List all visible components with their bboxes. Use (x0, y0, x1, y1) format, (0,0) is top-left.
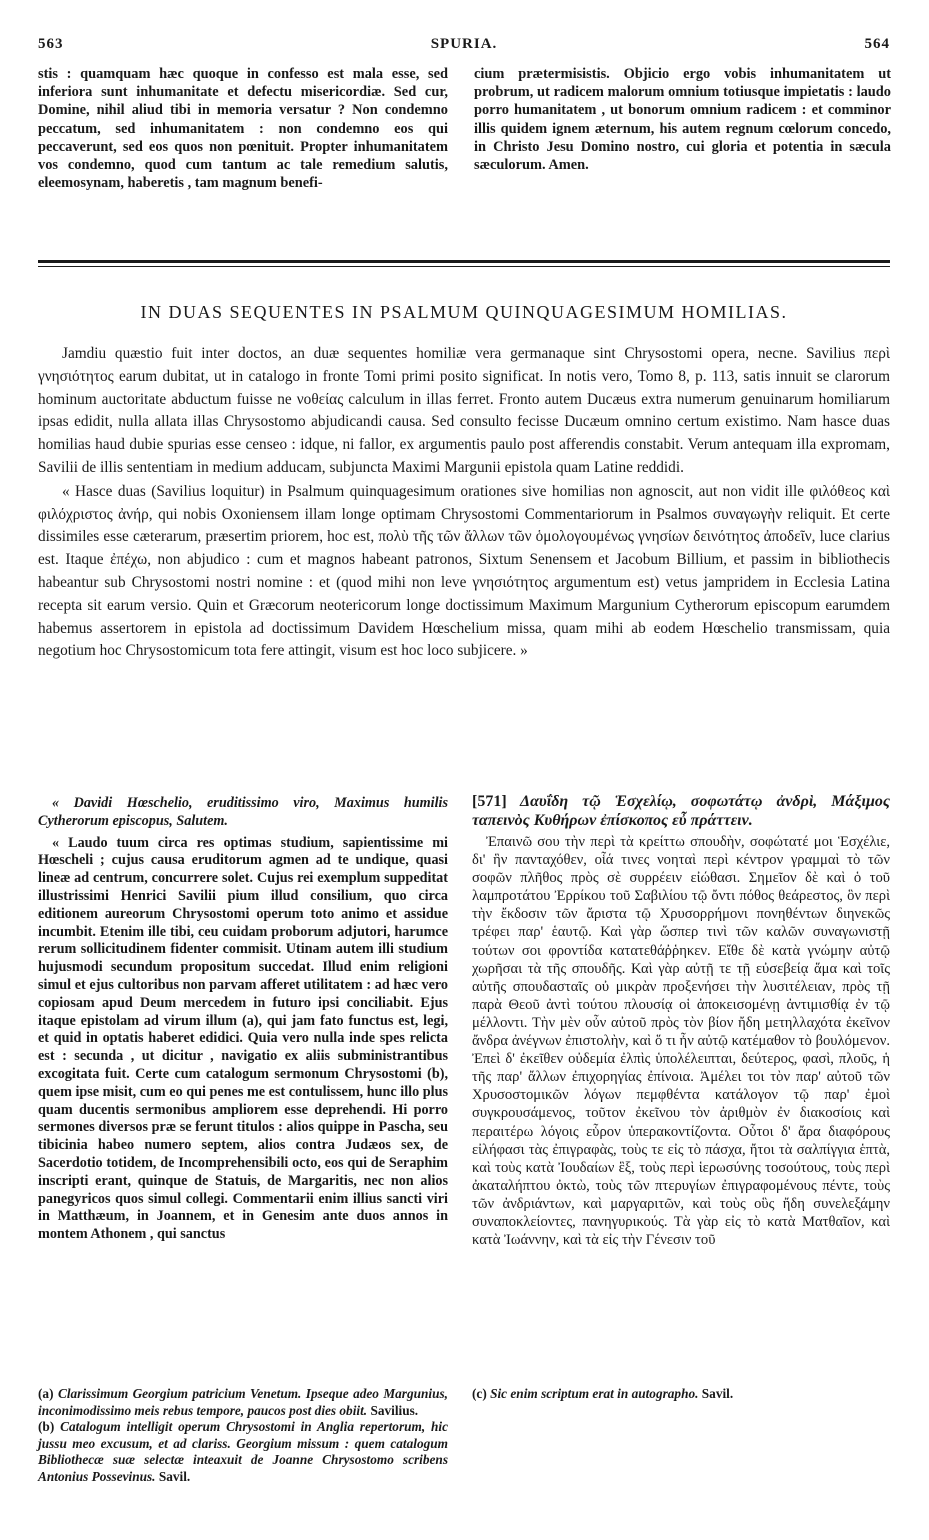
latin-letter-column (38, 795, 448, 1244)
footnote-b-start (38, 1419, 448, 1485)
footnote-c-text: Sic enim scriptum erat in autographo. (490, 1386, 699, 1401)
top-right-column (474, 65, 891, 174)
running-title: SPURIA. (430, 36, 498, 52)
intro-paragraph-1: Jamdiu quæstio fuit inter doctos, an duæ sequentes homiliæ vera germanaque sint Chrysostomi opera, necne. Savilius περὶ γνησιότητος earum dubitat, ut in catalogo in fronte Tomi primi posito significat. In notis vero, Tomo 8, p. 113, satis innuit se clarorum hominum auctoritate abductum fuisse ne νοθείας calculum in illas ferret. Fronto autem Ducæus extra numerum genuinarum homiliarum ipsas edidit, nulla allata illas Chrysostomo abjudicandi causa. Sed consulto fecisse Ducæum omnino certum existimo. Nam hasce duas homilias haud dubie spurias esse censeo : idque, ni fallor, ex argumentis paulo post afferendis constabit. Verum antequam illa expromam, Savilii de illis sententiam in medium adducam, subjuncta Maximi Margunii epistola quam Latine reddidi. (38, 345, 890, 476)
intro-paragraph-2: « Hasce duas (Savilius loquitur) in Psalmum quinquagesimum orationes sive homilias non agnoscit, aut non vidit ille φιλόθεος καὶ φιλόχριστος ἀνήρ, qui nobis Oxoniensem illam longe optimam Chrysostomi Commentariorum in Psalmos συναγωγὴν reliquit. Et certe dissimiles esse cæterarum, præsertim priorem, hoc est, πολὺ τῆς τῶν ἄλλων τῶν ὁμολογουμένως γνησίων δεινότητος ἀποδεῖν, luce clarius est. Itaque ἐπέχω, non abjudico : cum et magnos habeant patronos, Sixtum Senensem et Jacobum Billium, et passim in bibliothecis habeantur sub Chrysostomi nostri nomine : et (quod mihi non leve γνησιότητος argumentum est) vetus jampridem in Ecclesia Latina recepta sit earum versio. Quin et Græcorum neotericorum longe doctissimum Maximum Margunium Cytherorum episcopum earumdem habemus assertorem in epistola ad doctissimum Davidem Hœschelium missa, quam mihi ab eodem Hœschelio transmissam, quia negotium hoc Chrysostomicum tota fere attingit, visum est hoc loco subjicere. » (38, 482, 890, 660)
latin-salutation: « Davidi Hœschelio, eruditissimo viro, Maximus humilis Cytherorum episcopus, Salutem. (38, 795, 448, 829)
footnote-c (472, 1386, 890, 1403)
latin-letter-text: « Laudo tuum circa res optimas studium, sapientissime mi Hœscheli ; cujus causa eruditorum agmen ad te undique, quasi lineæ ad centrum, concurrere solet. Cujus rei exemplum suppeditat illustrissimi Henrici Savilii pium illud consilium, quo circa editionem aureorum Chrysostomi operum toto animo et assidue incumbit. Etenim ille tibi, ceu cuidam proborum adjutori, harumce rerum sollicitudinem fidenter commisit. Utinam autem illi studium hujusmodi secundum propositum succedat. Illud enim religioni simul et ejus cultoribus non parvam afferet utilitatem : ad hæc vero copiosam apud Deum mercedem in futuro ipsi conciliabit. Ejus itaque epistolam ad virum illum (a), qui jam fato functus est, legi, et quid in optatis haberet edidici. Quia vero nulla inde spes relicta est : secunda , ut dicitur , navigatio ex aliis subministrantibus excogitata fuit. Certe cum catalogum sermonum Chrysostomi (b), quem ipse misit, cum eo qui penes me est contulissem, hunc illo plus quam ducentis sermonibus ampliorem esse deprehendi. Hi porro sermones diversos præ se ferunt titulos : alios quippe in Pascha, seu tibicinia habeo numero septem, alios contra Judæos sex, de Sacerdotio totidem, de Incomprehensibili octo, eos qui de Seraphim inscripti erant, quinque de Statuis, de Margaritis, nec non alios panegyricos quos simul collegi. Commentarii enim illius sancti viri in Matthæum, in Joannem, et in Genesim ante duos annos in montem Athonem , qui sanctus (38, 834, 448, 1243)
top-right-text: cium prætermisistis. Objicio ergo vobis inhumanitatem ut probrum, ut radicem malorum omnium totiusque impietatis : laudo porro humanitatem , ut bonorum omnium radicem : et comminor illis quidem ignem æternum, his autem regnum cœlorum concedo, in Christo Jesu Domino nostro, cui gloria et potentia in sæcula sæculorum. Amen. (474, 66, 891, 174)
footnote-b-mark: (b) (38, 1419, 55, 1435)
page-number-right: 564 (864, 36, 890, 52)
page-number-left: 563 (38, 36, 64, 52)
greek-salutation: Δαυΐδη τῷ Ἑσχελίῳ, σοφωτάτῳ ἀνδρὶ, Μάξιμος ταπεινὸς Κυθήρων ἐπίσκοπος εὖ πράττειν. (472, 793, 891, 829)
running-header (38, 36, 890, 56)
footnotes-right (472, 1386, 890, 1403)
footnote-a-text: Clarissimum Georgium patricium Venetum. Ipseque adeo Margunius, inconimodissimo meis rebus tempore, paucos post dies obiit. (38, 1386, 449, 1418)
greek-letter-column (472, 793, 890, 1249)
section-rule-thin (38, 266, 890, 267)
greek-letter-text: Ἐπαινῶ σου τὴν περὶ τὰ κρείττω σπουδὴν, σοφώτατέ μοι Ἑσχέλιε, δι' ἣν πανταχόθεν, οἷά τινες νοηταὶ περὶ κέντρον γραμμαὶ τὸ τῶν σοφῶν πλῆθος πρὸς σὲ συρρέειν εἰώθασι. Σημεῖον δὲ καὶ ὁ τοῦ λαμπροτάτου Ἐρρίκου τοῦ Σαβιλίου τῷ ὄντι πόθος θεάρεστος, ὃν περὶ τὴν ἔκδοσιν τῶν ἄριστα τῷ Χρυσορρήμονι πονηθέντων διηνεκῶς τρέφει παρ' ἑαυτῷ. Καὶ γὰρ ὥσπερ τινὶ τῶν καλῶν συναγωνιστῇ τούτων σοι φροντίδα κατατεθάῤῥηκεν. Εἴθε δὲ κατὰ γνώμην αὐτῷ χωρῆσαι τὰ τῆς σπουδῆς. Καὶ γὰρ αὐτῇ τε τῇ εὐσεβείᾳ ἅμα καὶ τοῖς αὐτῆς σπουδασταῖς οὐ μικρὰν προξενήσει τὴν λυσιτέλειαν, πρὸς τῇ παρὰ Θεοῦ ἀντὶ τούτου πλουσίᾳ οἱ ἀποκεισομένῃ ἀντιμισθίᾳ ἐν τῷ μέλλοντι. Τὴν μὲν οὖν αὐτοῦ πρὸς τὸν βίον ἤδη μετηλλαχότα ἐκεῖνον ἄνδρα ἀνέγνων ἐπιστολὴν, καὶ ὅ τι ἦν αὐτῷ κατέμαθον τὸ βουλόμενον. Ἐπεὶ δ' ἐκεῖθεν οὐδεμία ἐλπὶς ὑπολέλειπται, δεύτερος, φασὶ, πλοῦς, ἡ τῆς παρ' ἄλλων ἐπιχορηγίας ἐπίνοια. Ἀμέλει τοι τὸν παρ' αὐτοῦ τῶν Χρυσοστομικῶν λόγων πεμφθέντα κατάλογον τῷ παρ' ἐμοὶ συγκρουσάμενος, τοῦτον ἐκεῖνου τὸν ἀριθμὸν ἐν διακοσίοις καὶ περαιτέρω λόγοις εὗρον ὑπερακοντίζοντα. Οὗτοι δ' ἄρα διαφόρους εἰλήφασι τὰς ἐπιγραφὰς, τοὺς τε εἰς τὸ πάσχα, ἤτοι τὰ σαλπίγγια ἑπτὰ, καὶ τοὺς κατὰ Ἰουδαίων ἓξ, τοὺς περὶ ἱερωσύνης τοσούτους, τοὺς περὶ ἀκαταλήπτου ὀκτὼ, τοὺς τῶν πτερυγίων ἐπιγραφομένους πέντε, τοὺς τῶν ἀνδριάντων, καὶ μαργαριτῶν, καὶ τοὺς οὓς ἤδη συνελεξάμην συναποκλείοντες, πανηγυρικούς. Τὰ γὰρ εἰς τὸ κατὰ Ματθαῖον, καὶ κατὰ Ἰωάννην, καὶ τὰ εἰς τὴν Γένεσιν τοῦ (472, 834, 890, 1249)
footnote-a-source: Savilius. (370, 1402, 419, 1418)
footnotes-left (38, 1386, 448, 1486)
section-rule-thick (38, 260, 890, 263)
top-left-text: stis : quamquam hæc quoque in confesso est mala esse, sed inferiora sunt inhumanitate et defectu misericordiæ. Sed cur, Domine, nihil aliud tibi in memoria versatur ? Non condemno peccatum, sed inhumanitatem : non condemno eos qui peccaverunt, sed eos quos non pœnituit. Propter inhumanitatem vos condemno, quod cum tantum ac tale remedium salutis, eleemosynam, haberetis , tam magnum benefi- (38, 66, 448, 192)
footnote-a (38, 1386, 448, 1419)
footnote-b-text: Catalogum intelligit operum Chrysostomi in Anglia repertorum, hic jussu meo excusum, et ad clariss. Georgium missum : quem catalogum Bibliothecæ suæ selectæ inteaxuit de Joanne Chrysostomo scribens Antonius Possevinus. (38, 1419, 448, 1484)
footnote-a-mark: (a) (38, 1386, 54, 1401)
top-left-column (38, 65, 448, 192)
section-title: IN DUAS SEQUENTES IN PSALMUM QUINQUAGESIMUM HOMILIAS. (140, 302, 788, 322)
footnote-c-mark: (c) (472, 1386, 487, 1401)
column-number: [571] (472, 793, 507, 810)
introduction (38, 343, 890, 663)
footnote-c-source: Savil. (701, 1386, 734, 1401)
footnote-b-source: Savil. (158, 1468, 191, 1484)
greek-heading (472, 793, 890, 830)
